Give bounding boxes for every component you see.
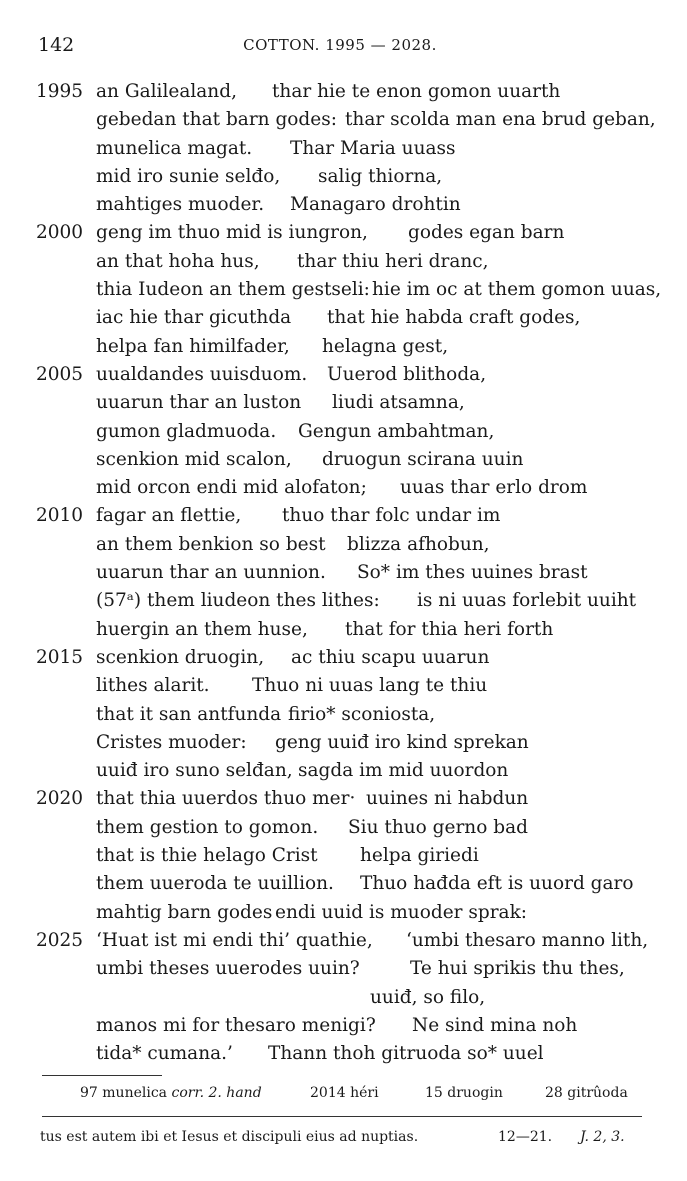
first-half-line: lithes alarit. <box>96 675 210 697</box>
verse-line <box>0 587 687 615</box>
verse-line <box>0 899 687 927</box>
second-half-line: druogun scirana uuin <box>322 448 524 470</box>
second-half-line: firio* sconiosta, <box>288 703 436 725</box>
verse-line <box>0 927 687 955</box>
first-half-line: thia Iudeon an them gestseli: <box>96 279 370 301</box>
second-half-line: ac thiu scapu uuarun <box>291 646 490 668</box>
second-half-line: Siu thuo gerno bad <box>348 816 528 838</box>
first-half-line: mahtiges muoder. <box>96 194 265 216</box>
first-half-line: an them benkion so best <box>96 533 326 555</box>
verse-line <box>0 276 687 304</box>
line-number: 2020 <box>36 788 84 810</box>
second-half-line: thar scolda man ena brud geban, <box>345 109 656 131</box>
second-half-line: thar hie te enon gomon uuarth <box>272 81 561 102</box>
verse-line <box>0 163 687 191</box>
second-half-line: godes egan barn <box>408 222 565 244</box>
running-title: COTTON. 1995 — 2028. <box>243 36 437 54</box>
second-half-line: Te hui sprikis thu thes, <box>410 958 625 980</box>
first-half-line: mid orcon endi mid alofaton; <box>96 477 367 499</box>
second-half-line: salig thiorna, <box>318 165 443 187</box>
footnote-divider <box>42 1075 162 1076</box>
first-half-line: that thia uuerdos thuo mer· <box>96 788 356 810</box>
first-half-line: iac hie thar gicuthda <box>96 307 292 329</box>
verse-line <box>0 219 687 247</box>
verse-line <box>0 1040 687 1068</box>
first-half-line: mid iro sunie selđo, <box>96 165 281 187</box>
first-half-line: scenkion druogin, <box>96 646 265 668</box>
second-half-line: Gengun ambahtman, <box>298 420 495 442</box>
verse-line <box>0 446 687 474</box>
page-header <box>38 34 642 58</box>
footnote-item: 97 munelica corr. 2. hand <box>80 1085 262 1101</box>
verse-line <box>0 842 687 870</box>
verse-line <box>0 701 687 729</box>
second-half-line: geng uuiđ iro kind sprekan <box>275 731 529 753</box>
page-number: 142 <box>38 34 75 56</box>
line-number: 2005 <box>36 363 84 385</box>
second-half-line: Managaro drohtin <box>290 194 461 216</box>
verse-line <box>0 531 687 559</box>
verse-line <box>0 333 687 361</box>
footnote-item: 2014 héri <box>310 1085 379 1101</box>
verse-line <box>0 757 687 785</box>
first-half-line: ‘Huat ist mi endi thi’ quathie, <box>96 929 373 951</box>
verse-line <box>0 616 687 644</box>
apparatus-divider <box>42 1116 642 1117</box>
verse-line <box>0 955 687 983</box>
line-number: 2000 <box>36 222 84 244</box>
verse-line <box>0 984 687 1012</box>
second-half-line: Thar Maria uuass <box>290 137 456 159</box>
gospel-verses: 12—21. <box>498 1129 553 1145</box>
first-half-line: uuarun thar an uunnion. <box>96 562 326 584</box>
first-half-line: uualdandes uuisduom. <box>96 363 308 385</box>
verse-line <box>0 474 687 502</box>
verse-line <box>0 135 687 163</box>
first-half-line: an Galilealand, <box>96 81 237 102</box>
first-half-line: manos mi for thesaro menigi? <box>96 1014 376 1036</box>
verse-line <box>0 785 687 813</box>
second-half-line: that hie habda craft godes, <box>327 307 581 329</box>
first-half-line: (57ᵃ) them liudeon thes lithes: <box>96 590 380 612</box>
second-half-line: sagda im mid uuordon <box>298 760 509 782</box>
first-half-line: them gestion to gomon. <box>96 816 319 838</box>
first-half-line: helpa fan himilfader, <box>96 335 290 357</box>
verse-line <box>0 389 687 417</box>
second-half-line: that for thia heri forth <box>345 618 554 640</box>
second-half-line: uuas thar erlo drom <box>400 477 588 499</box>
verse-line <box>0 1012 687 1040</box>
verse-line <box>0 502 687 530</box>
verse-line <box>0 418 687 446</box>
verse-line <box>0 559 687 587</box>
second-half-line: ‘umbi thesaro manno lith, <box>406 929 649 951</box>
first-half-line: tida* cumana.’ <box>96 1043 233 1065</box>
gospel-text: tus est autem ibi et Iesus et discipuli eius ad nuptias. <box>40 1129 419 1145</box>
verse-line <box>0 644 687 672</box>
verse-line <box>0 78 687 106</box>
verse-line <box>0 248 687 276</box>
first-half-line: gebedan that barn godes: <box>96 109 337 131</box>
verse-line <box>0 106 687 134</box>
second-half-line: thuo thar folc undar im <box>282 505 501 527</box>
gospel-citation: J. 2, 3. <box>580 1129 625 1145</box>
first-half-line: that is thie helago Crist <box>96 845 318 867</box>
verse-line <box>0 870 687 898</box>
verse-line <box>0 361 687 389</box>
second-half-line: Thann thoh gitruoda so* uuel <box>268 1043 544 1065</box>
first-half-line: that it san antfunda <box>96 703 282 725</box>
footnote-item: 15 druogin <box>425 1085 503 1101</box>
second-half-line: helpa giriedi <box>360 845 479 867</box>
second-half-line: endi uuid is muoder sprak: <box>275 901 528 923</box>
line-number: 2025 <box>36 929 84 951</box>
second-half-line: Uuerod blithoda, <box>327 363 487 385</box>
second-half-line: uuines ni habdun <box>366 788 529 810</box>
first-half-line: an that hoha hus, <box>96 250 260 272</box>
second-half-line: hie im oc at them gomon uuas, <box>372 279 662 301</box>
first-half-line: geng im thuo mid is iungron, <box>96 222 368 244</box>
first-half-line: umbi theses uuerodes uuin? <box>96 958 360 980</box>
second-half-line: blizza afhobun, <box>347 533 490 555</box>
line-number: 2015 <box>36 646 84 668</box>
first-half-line: scenkion mid scalon, <box>96 448 292 470</box>
second-half-line: uuiđ, so filo, <box>370 986 486 1008</box>
first-half-line: huergin an them huse, <box>96 618 308 640</box>
verse-line <box>0 729 687 757</box>
footnote-item: 28 gitrûoda <box>545 1085 628 1101</box>
second-half-line: Thuo hađda eft is uuord garo <box>360 873 634 895</box>
second-half-line: So* im thes uuines brast <box>357 562 588 584</box>
second-half-line: is ni uuas forlebit uuiht <box>417 590 637 612</box>
first-half-line: uuiđ iro suno selđan, <box>96 760 293 782</box>
first-half-line: munelica magat. <box>96 137 253 159</box>
verse-line <box>0 672 687 700</box>
second-half-line: thar thiu heri dranc, <box>297 250 489 272</box>
verse-line <box>0 814 687 842</box>
verse-text <box>0 78 687 1068</box>
verse-line <box>0 304 687 332</box>
first-half-line: uuarun thar an luston <box>96 392 302 414</box>
first-half-line: them uueroda te uuillion. <box>96 873 334 895</box>
second-half-line: Ne sind mina noh <box>412 1014 578 1036</box>
first-half-line: Cristes muoder: <box>96 731 247 753</box>
second-half-line: helagna gest, <box>322 335 449 357</box>
first-half-line: fagar an flettie, <box>96 505 242 527</box>
first-half-line: gumon gladmuoda. <box>96 420 277 442</box>
second-half-line: Thuo ni uuas lang te thiu <box>252 675 488 697</box>
verse-line <box>0 191 687 219</box>
first-half-line: mahtig barn godes <box>96 901 273 923</box>
second-half-line: liudi atsamna, <box>332 392 465 414</box>
line-number: 2010 <box>36 505 84 527</box>
line-number: 1995 <box>36 81 84 102</box>
